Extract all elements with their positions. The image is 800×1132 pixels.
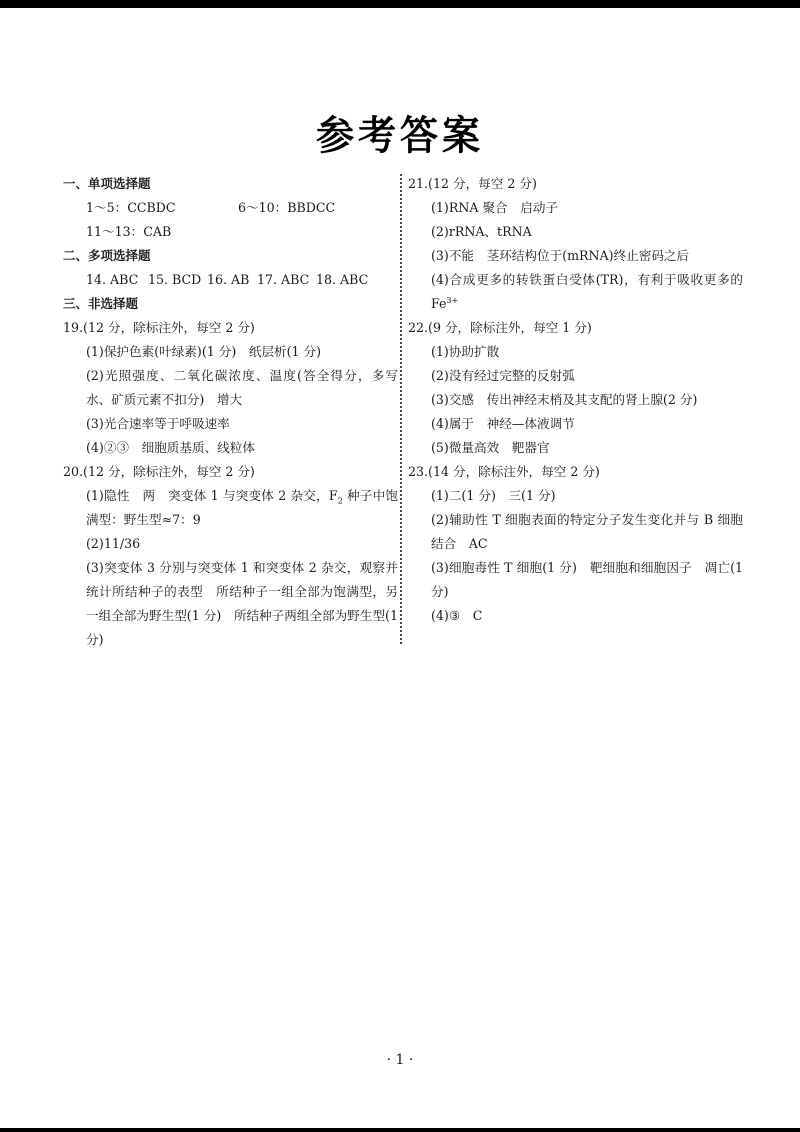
q23-part-2: (2)辅助性 T 细胞表面的特定分子发生变化并与 B 细胞结合 AC xyxy=(431,512,743,551)
q20-header: 20.(12 分，除标注外，每空 2 分) xyxy=(63,464,255,479)
section-heading-non-choice: 三、非选择题 xyxy=(63,296,139,311)
answer-17: 17. ABC xyxy=(257,272,310,287)
q19-header: 19.(12 分，除标注外，每空 2 分) xyxy=(63,320,255,335)
q21-part-4 xyxy=(408,268,743,316)
right-column xyxy=(408,172,743,628)
top-border-bar xyxy=(0,0,800,8)
q21-part-1: (1)RNA 聚合 启动子 xyxy=(431,200,559,215)
answer-16: 16. AB xyxy=(207,272,250,287)
q22-part-1: (1)协助扩散 xyxy=(431,344,500,359)
q22-header: 22.(9 分，除标注外，每空 1 分) xyxy=(408,320,592,335)
q19-part-2: (2)光照强度、二氧化碳浓度、温度(答全得分，多写水、矿质元素不扣分) 增大 xyxy=(86,368,398,407)
answers-6-10: 6～10：BBDCC xyxy=(238,200,336,215)
q21-superscript: 3+ xyxy=(446,295,459,305)
page-title: 参考答案 xyxy=(315,112,484,159)
q21-part-2: (2)rRNA、tRNA xyxy=(431,224,532,239)
section-heading-single-choice: 一、单项选择题 xyxy=(63,176,151,191)
q20-part-3: (3)突变体 3 分别与突变体 1 和突变体 2 杂交，观察并统计所结种子的表型 所结种子一组全部为饱满型，另一组全部为野生型(1 分) 所结种子两组全部为野生型(1 分) xyxy=(86,560,398,647)
q21-header: 21.(12 分，每空 2 分) xyxy=(408,176,537,191)
bottom-border-bar xyxy=(0,1128,800,1132)
left-column xyxy=(63,172,398,652)
q21-part-4-text: (4)合成更多的转铁蛋白受体(TR)，有利于吸收更多的 Fe xyxy=(431,272,743,311)
q22-part-4: (4)属于 神经—体液调节 xyxy=(431,416,575,431)
q23-part-1: (1)二(1 分) 三(1 分) xyxy=(431,488,556,503)
column-divider xyxy=(400,174,402,644)
q22-part-3: (3)交感 传出神经末梢及其支配的肾上腺(2 分) xyxy=(431,392,698,407)
q20-part-1-text: (1)隐性 两 突变体 1 与突变体 2 杂交，F xyxy=(86,488,338,503)
q23-part-3: (3)细胞毒性 T 细胞(1 分) 靶细胞和细胞因子 凋亡(1 分) xyxy=(431,560,743,599)
q22-part-5: (5)微量高效 靶器官 xyxy=(431,440,550,455)
answers-1-5: 1～5：CCBDC xyxy=(86,200,176,215)
q20-part-2: (2)11/36 xyxy=(86,536,141,551)
page-number: · 1 · xyxy=(386,1052,414,1068)
single-choice-row-1 xyxy=(63,196,398,220)
multi-choice-row xyxy=(63,268,398,292)
q20-part-1 xyxy=(63,484,398,532)
answer-18: 18. ABC xyxy=(316,272,369,287)
answer-15: 15. BCD xyxy=(148,272,202,287)
answers-11-13: 11～13：CAB xyxy=(86,224,172,239)
q20-part-1-ratio: 种子中饱满型：野生型≈7：9 xyxy=(86,488,398,527)
section-heading-multi-choice: 二、多项选择题 xyxy=(63,248,151,263)
q19-part-3: (3)光合速率等于呼吸速率 xyxy=(86,416,230,431)
q19-part-4: (4)②③ 细胞质基质、线粒体 xyxy=(86,440,255,455)
q19-part-1: (1)保护色素(叶绿素)(1 分) 纸层析(1 分) xyxy=(86,344,322,359)
q23-header: 23.(14 分，除标注外，每空 2 分) xyxy=(408,464,600,479)
q22-part-2: (2)没有经过完整的反射弧 xyxy=(431,368,575,383)
q21-part-3: (3)不能 茎环结构位于(mRNA)终止密码之后 xyxy=(431,248,690,263)
q20-subscript: 2 xyxy=(337,496,343,506)
q23-part-4: (4)③ C xyxy=(431,608,483,623)
answer-14: 14. ABC xyxy=(86,272,139,287)
